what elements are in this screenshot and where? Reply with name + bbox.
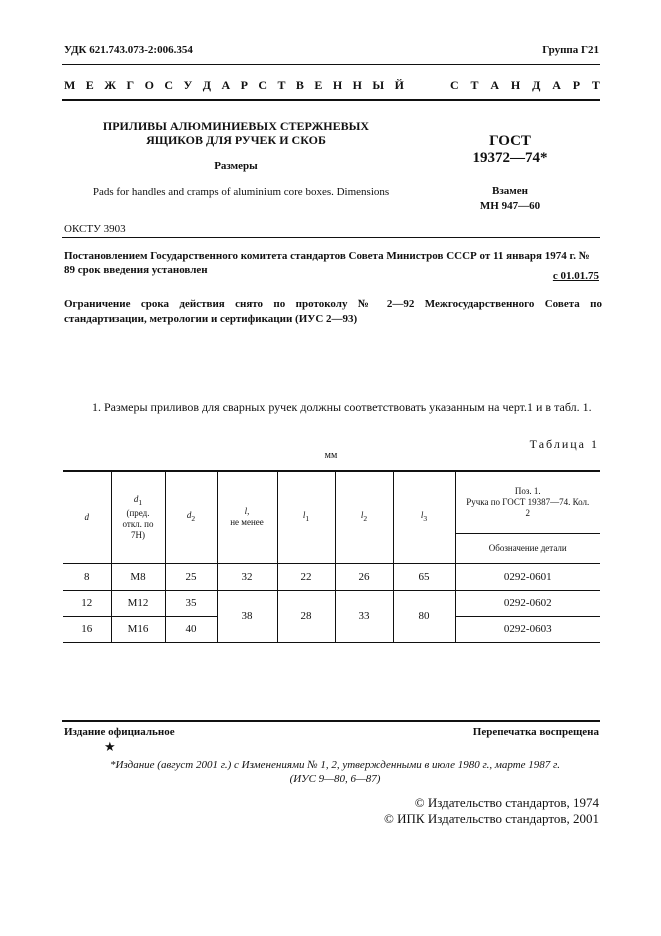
group-code: Группа Г21 [542, 44, 599, 56]
cell-d1-row2: M12 [111, 590, 165, 616]
header-l2-sub: 2 [363, 514, 368, 524]
gost-designation [440, 133, 580, 167]
replaces-value: МН 947—60 [479, 200, 541, 212]
okstu-code: ОКСТУ 3903 [64, 223, 126, 235]
header-d1-sub: 1 [138, 497, 143, 507]
header-d: d [63, 471, 111, 563]
header-position [455, 471, 600, 533]
cell-l-row2: 38 [217, 590, 277, 642]
header-l-symbol: l, [244, 506, 250, 517]
top-divider [62, 64, 600, 65]
limitation-text: Ограничение срока действия снято по протоколу № 2—92 Межгосударственного Совета по стандартизации, метрологии и сертификации (ИУС 2—93) [64, 298, 602, 325]
gost-number: 19372—74* [472, 150, 548, 166]
banner-letter: С [258, 78, 268, 92]
banner-letter: Т [470, 78, 479, 92]
document-subtitle: Размеры [214, 160, 258, 172]
banner-letter: А [552, 78, 561, 92]
header-l3-symbol: l [420, 510, 424, 521]
cell-l2-row1: 26 [335, 563, 393, 590]
cell-d-row3: 16 [63, 616, 111, 642]
official-edition: Издание официальное [64, 726, 175, 738]
table-label: Таблица 1 [529, 437, 599, 451]
cell-d1-row3: M16 [111, 616, 165, 642]
header-l3 [393, 471, 455, 563]
banner-letter: Г [126, 78, 135, 92]
edition-footnote [110, 758, 560, 786]
header-position-number: Поз. 1. [514, 485, 541, 496]
banner-letter: Т [277, 78, 286, 92]
effective-date: с 01.01.75 [552, 270, 599, 282]
header-d1-note: (пред. откл. по 7H) [122, 507, 154, 540]
header-l1-sub: 1 [305, 514, 310, 524]
cell-d2-row3: 40 [165, 616, 217, 642]
banner-letter: А [490, 78, 500, 92]
header-d1-symbol: d [133, 493, 139, 504]
header-l1-symbol: l [302, 510, 306, 521]
table-units: мм [324, 450, 338, 461]
cell-code-row2: 0292-0602 [455, 590, 600, 616]
okstu-divider [62, 237, 600, 238]
banner-letter: Т [591, 78, 600, 92]
reprint-prohibited: Перепечатка воспрещена [472, 726, 599, 738]
cell-d-row2: 12 [63, 590, 111, 616]
header-l [217, 471, 277, 563]
title-line-1: ПРИЛИВЫ АЛЮМИНИЕВЫХ СТЕРЖНЕВЫХ [102, 119, 370, 133]
copyright-1974: © Издательство стандартов, 1974 [414, 795, 599, 810]
banner-word-interstate [64, 78, 404, 93]
banner-letter: Р [240, 78, 248, 92]
banner-letter: М [64, 78, 76, 92]
cell-l1-row1: 22 [277, 563, 335, 590]
banner-letter: Р [572, 78, 581, 92]
header-d2 [165, 471, 217, 563]
document-title [76, 119, 396, 147]
cell-d1-row1: M8 [111, 563, 165, 590]
banner-divider [62, 99, 600, 101]
cell-l3-row1: 65 [393, 563, 455, 590]
cell-code-row1: 0292-0601 [455, 563, 600, 590]
header-designation: Обозначение детали [455, 533, 600, 563]
cell-d2-row2: 35 [165, 590, 217, 616]
title-line-2: ЯЩИКОВ ДЛЯ РУЧЕК И СКОБ [146, 133, 326, 147]
cell-l2-row2: 33 [335, 590, 393, 642]
english-title: Pads for handles and cramps of aluminium core boxes. Dimensions [92, 186, 390, 198]
cell-l3-row2: 80 [393, 590, 455, 642]
banner-letter: С [164, 78, 174, 92]
header-l2-symbol: l [360, 510, 364, 521]
cell-l-row1: 32 [217, 563, 277, 590]
banner-letter: Д [202, 78, 212, 92]
header-position-desc: Ручка по ГОСТ 19387—74. Кол. 2 [466, 496, 590, 518]
star-icon: ★ [104, 739, 116, 754]
copyright-2001: © ИПК Издательство стандартов, 2001 [384, 811, 599, 826]
banner-letter: Н [510, 78, 521, 92]
banner-letter: Ж [104, 78, 117, 92]
banner-letter: А [221, 78, 231, 92]
header-d2-sub: 2 [191, 514, 196, 524]
banner-letter: В [295, 78, 304, 92]
banner-letter: Е [85, 78, 94, 92]
interstate-standard-banner [64, 78, 600, 93]
header-l-note: не менее [230, 517, 264, 528]
banner-letter: У [183, 78, 193, 92]
cell-d-row1: 8 [63, 563, 111, 590]
table-bottom-border [63, 642, 600, 643]
header-l2 [335, 471, 393, 563]
banner-letter: Е [314, 78, 323, 92]
footnote-line-1: *Издание (август 2001 г.) с Изменениями № 1, 2, утвержденными в июле 1980 г., марте 1987 г. [110, 759, 560, 771]
banner-letter: Й [394, 78, 404, 92]
banner-letter: С [450, 78, 459, 92]
banner-letter: Ы [372, 78, 385, 92]
footnote-line-2: (ИУС 9—80, 6—87) [289, 773, 381, 785]
cell-code-row3: 0292-0603 [455, 616, 600, 642]
header-d1 [111, 471, 165, 563]
cell-l1-row2: 28 [277, 590, 335, 642]
footer-divider [62, 720, 600, 722]
banner-letter: Д [532, 78, 541, 92]
cell-d2-row1: 25 [165, 563, 217, 590]
paragraph-1: 1. Размеры приливов для сварных ручек должны соответствовать указанным на черт.1 и в табл. 1. [92, 400, 592, 414]
replaces-block [440, 184, 580, 214]
udk-code: УДК 621.743.073-2:006.354 [64, 44, 193, 56]
header-l3-sub: 3 [423, 514, 428, 524]
banner-word-standard [450, 78, 600, 93]
replaces-label: Взамен [492, 185, 528, 197]
banner-letter: О [144, 78, 154, 92]
banner-letter: Н [352, 78, 362, 92]
decree-text: Постановлением Государственного комитета стандартов Совета Министров СССР от 11 января 1974 г. № 89 срок введения установлен [64, 250, 590, 276]
dimensions-table [63, 470, 600, 643]
header-l1 [277, 471, 335, 563]
header-d2-symbol: d [186, 510, 192, 521]
banner-letter: Н [332, 78, 343, 92]
gost-label: ГОСТ [489, 133, 531, 149]
